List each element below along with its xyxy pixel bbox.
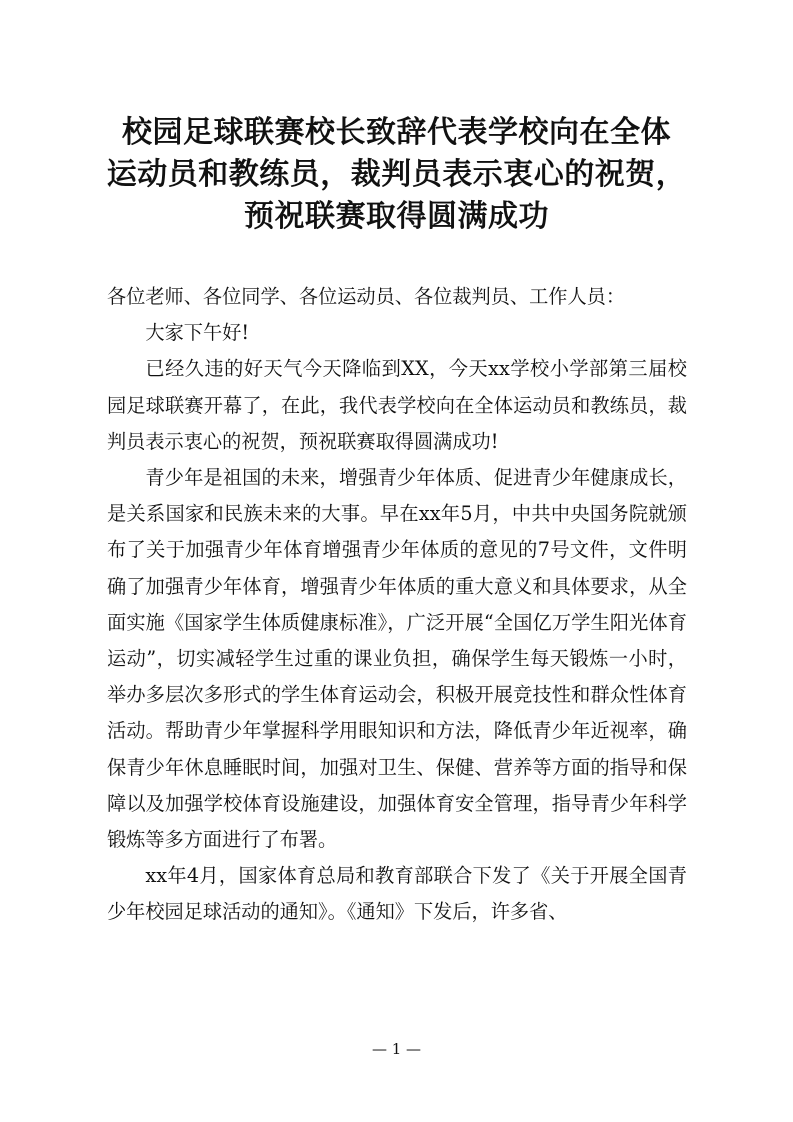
paragraph-campus-football: xx年4月，国家体育总局和教育部联合下发了《关于开展全国青少年校园足球活动的通知》。《通知》下发后，许多省、 xyxy=(107,864,687,924)
paragraph-youth-sports: 青少年是祖国的未来，增强青少年体质、促进青少年健康成长，是关系国家和民族未来的大事。早在xx年5月，中共中央国务院就颁布了关于加强青少年体育增强青少年体质的意见的7号文件，文件明确了加强青少年体育，增强青少年体质的重大意义和具体要求，从全面实施《国家学生体质健康标准》，广泛开展“全国亿万学生阳光体育运动”，切实减轻学生过重的课业负担，确保学生每天锻炼一小时，举办多层次多形式的学生体育运动会，积极开展竞技性和群众性体育活动。帮助青少年掌握科学用眼知识和方法，降低青少年近视率，确保青少年休息睡眠时间，加强对卫生、保健、营养等方面的指导和保障以及加强学校体育设施建设，加强体育安全管理，指导青少年科学锻炼等多方面进行了布署。 xyxy=(107,466,687,852)
document-title xyxy=(60,112,733,238)
page-number: — 1 — xyxy=(371,1040,422,1058)
title-line-3: 预祝联赛取得圆满成功 xyxy=(244,199,549,234)
document-body xyxy=(107,279,687,931)
paragraph-opening: 已经久违的好天气今天降临到XX，今天xx学校小学部第三届校园足球联赛开幕了，在此，我代表学校向在全体运动员和教练员，裁判员表示衷心的祝贺，预祝联赛取得圆满成功! xyxy=(107,357,687,453)
salutation: 各位老师、各位同学、各位运动员、各位裁判员、工作人员： xyxy=(107,285,626,308)
paragraph-greeting: 大家下午好! xyxy=(145,321,250,345)
title-line-2: 运动员和教练员，裁判员表示衷心的祝贺， xyxy=(106,157,687,192)
title-line-1: 校园足球联赛校长致辞代表学校向在全体 xyxy=(122,115,671,150)
